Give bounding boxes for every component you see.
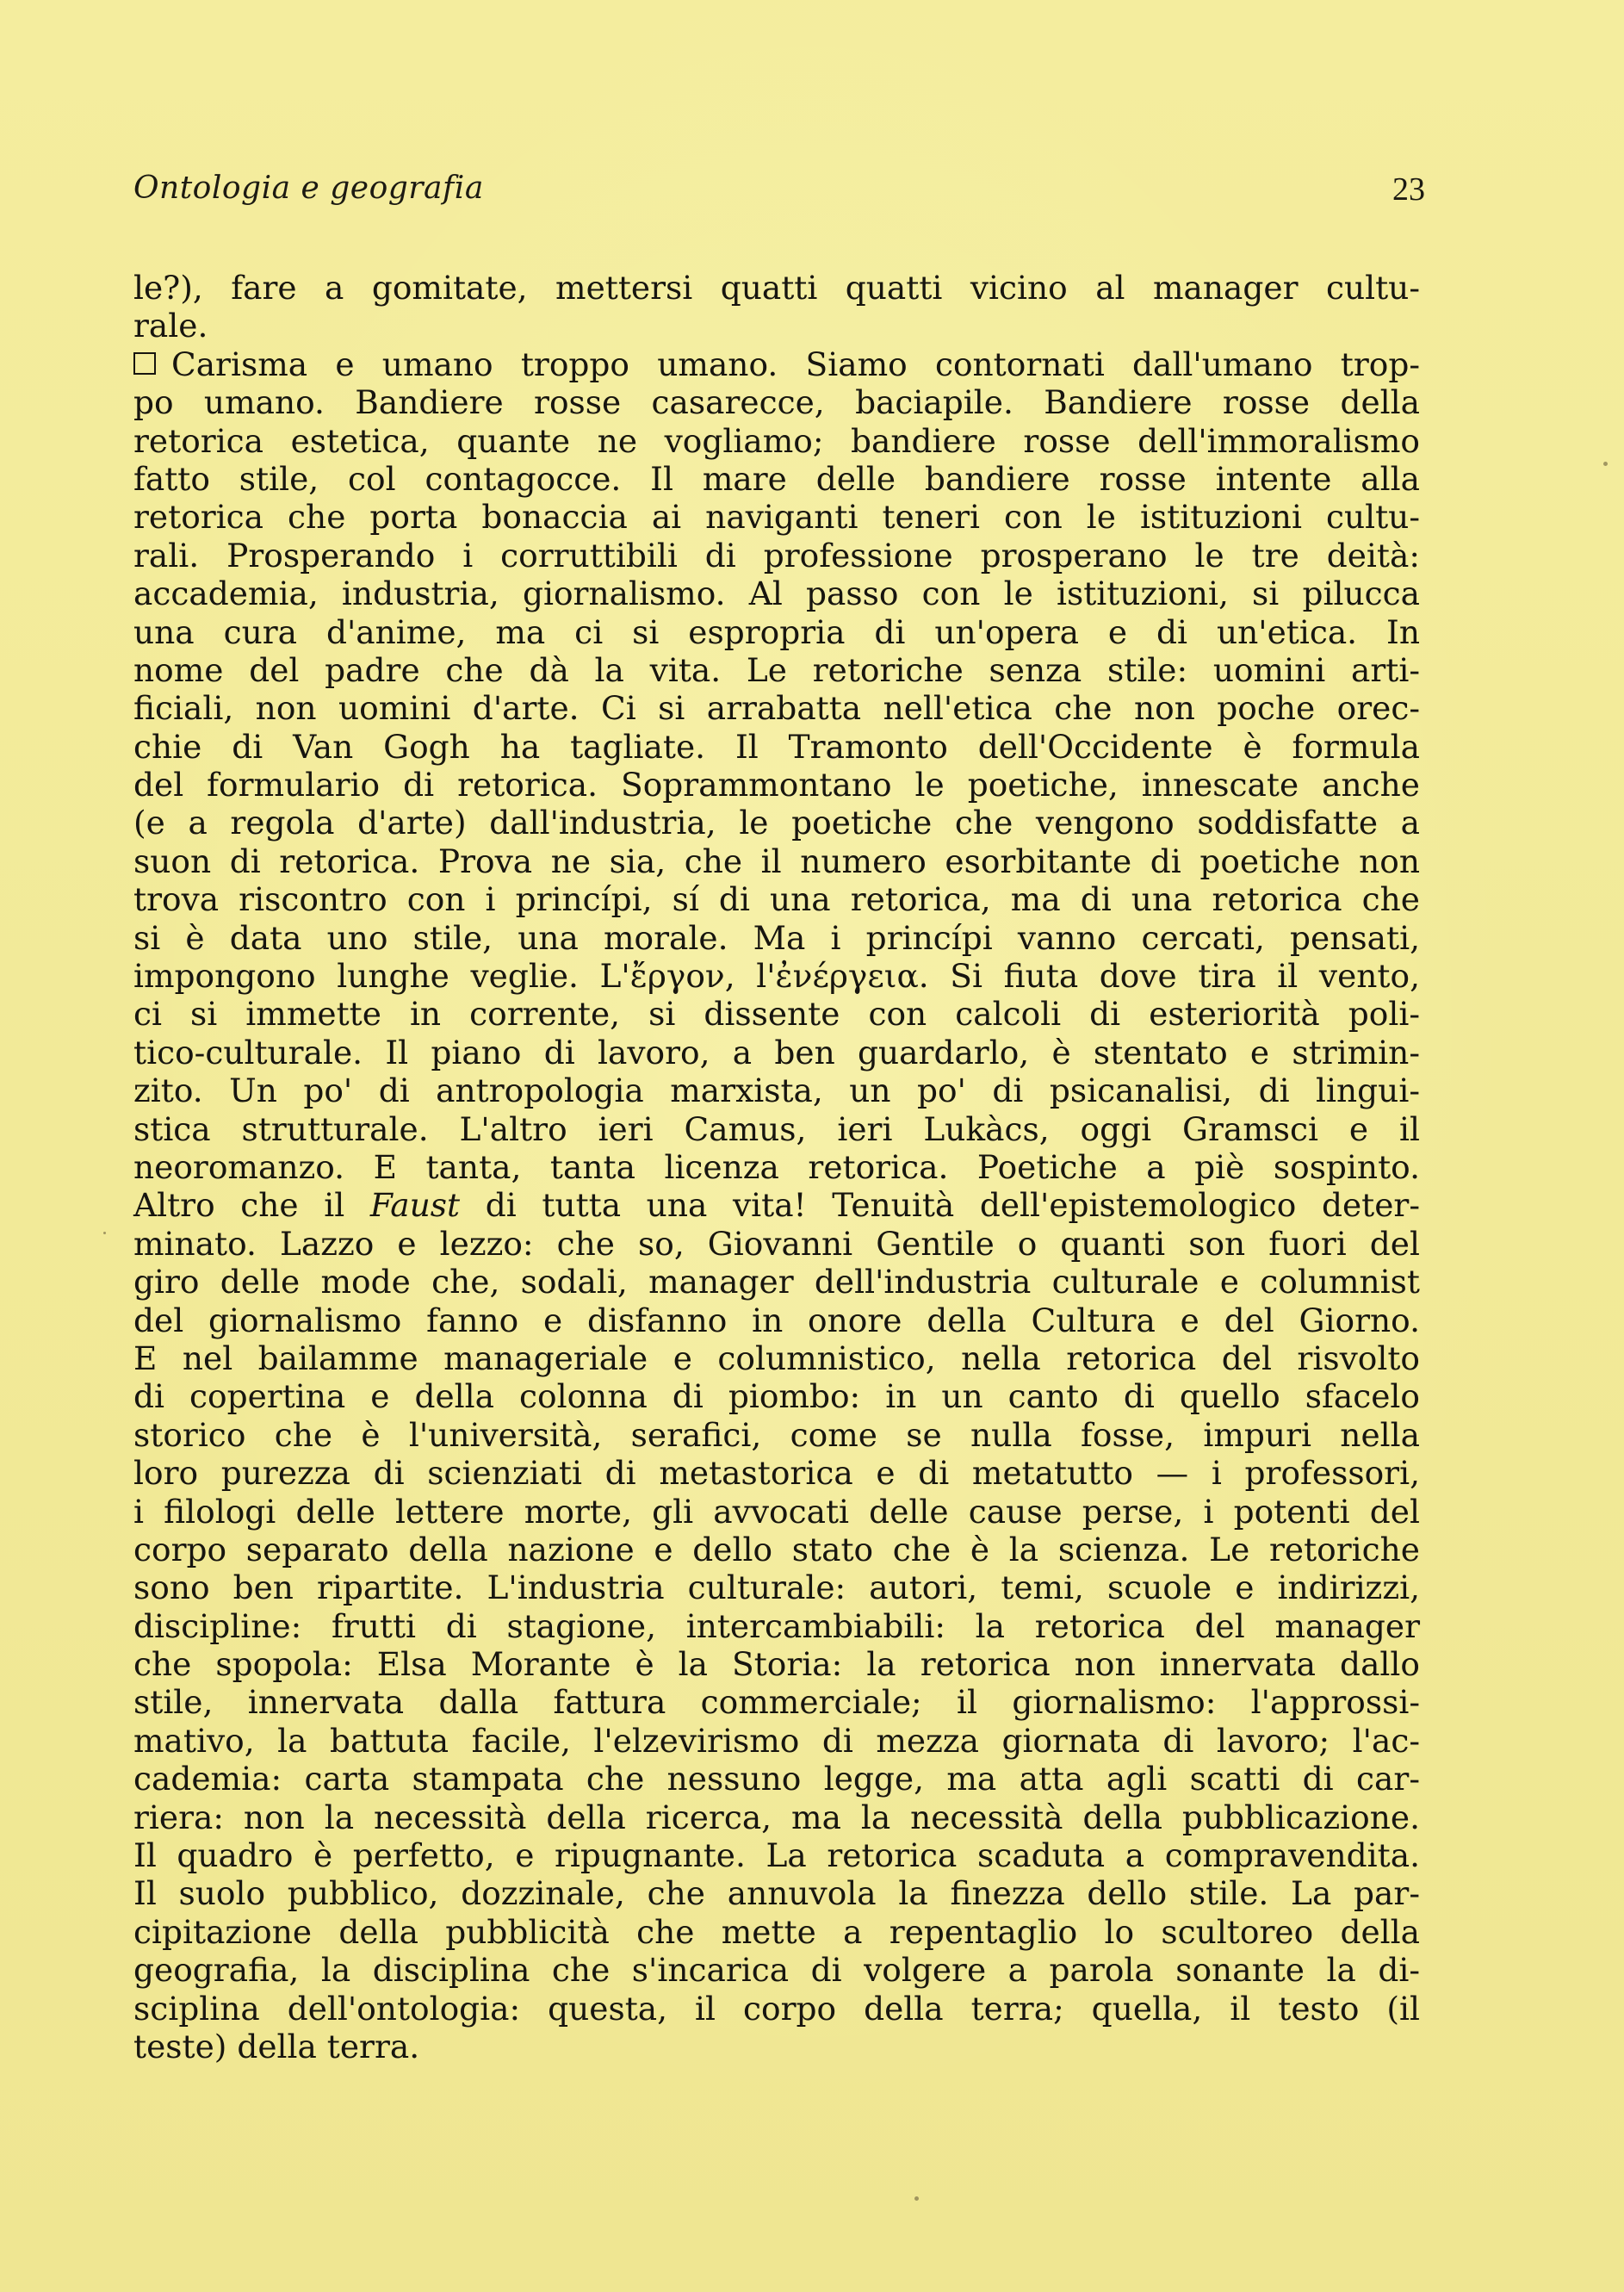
text-line: i filologi delle lettere morte, gli avvocati delle cause perse, i potenti del bbox=[133, 1492, 1420, 1531]
text-line-paragraph-start bbox=[133, 345, 1420, 383]
text-line: stile, innervata dalla fattura commerciale; il giornalismo: l'approssi- bbox=[133, 1683, 1420, 1722]
text-line: accademia, industria, giornalismo. Al passo con le istituzioni, si pilucca bbox=[133, 575, 1420, 613]
text-line: di copertina e della colonna di piombo: in un canto di quello sfacelo bbox=[133, 1377, 1420, 1416]
text-line: cademia: carta stampata che nessuno legge, ma atta agli scatti di car- bbox=[133, 1760, 1420, 1798]
text-line: che spopola: Elsa Morante è la Storia: la retorica non innervata dallo bbox=[133, 1645, 1420, 1684]
body-text bbox=[133, 269, 1420, 2065]
page-number: 23 bbox=[1392, 171, 1425, 208]
text-line: chie di Van Gogh ha tagliate. Il Tramonto dell'Occidente è formula bbox=[133, 727, 1420, 766]
paper-speck bbox=[103, 1232, 106, 1234]
running-head-title: Ontologia e geografia bbox=[133, 171, 484, 206]
text-line: tico-culturale. Il piano di lavoro, a ben guardarlo, è stentato e strimin- bbox=[133, 1033, 1420, 1071]
text-line: loro purezza di scienziati di metastorica e di metatutto — i professori, bbox=[133, 1454, 1420, 1493]
text-line: mativo, la battuta facile, l'elzevirismo di mezza giornata di lavoro; l'ac- bbox=[133, 1721, 1420, 1760]
text-line: retorica estetica, quante ne vogliamo; bandiere rosse dell'immoralismo bbox=[133, 421, 1420, 460]
text-line: Il suolo pubblico, dozzinale, che annuvola la finezza dello stile. La par- bbox=[133, 1874, 1420, 1913]
text-line: Altro che il Faust di tutta una vita! Tenuità dell'epistemologico deter- bbox=[133, 1186, 1420, 1225]
text-line: ci si immette in corrente, si dissente con calcoli di esteriorità poli- bbox=[133, 995, 1420, 1034]
text-line: suon di retorica. Prova ne sia, che il numero esorbitante di poetiche non bbox=[133, 842, 1420, 880]
text-line: discipline: frutti di stagione, intercambiabili: la retorica del manager bbox=[133, 1606, 1420, 1645]
italic-title: Faust bbox=[369, 1186, 461, 1225]
text-line: sono ben ripartite. L'industria culturale: autori, temi, scuole e indirizzi, bbox=[133, 1568, 1420, 1607]
text-line: ficiali, non uomini d'arte. Ci si arrabatta nell'etica che non poche orec- bbox=[133, 689, 1420, 728]
text-line: rali. Prosperando i corruttibili di professione prosperano le tre deità: bbox=[133, 536, 1420, 575]
running-head bbox=[133, 171, 1425, 222]
text-line: si è data uno stile, una morale. Ma i princípi vanno cercati, pensati, bbox=[133, 918, 1420, 957]
text-line: rale. bbox=[133, 307, 208, 345]
text-line: zito. Un po' di antropologia marxista, un po' di psicanalisi, di lingui- bbox=[133, 1071, 1420, 1110]
text-line: giro delle mode che, sodali, manager dell'industria culturale e columnist bbox=[133, 1263, 1420, 1301]
text-line: una cura d'anime, ma ci si espropria di un'opera e di un'etica. In bbox=[133, 612, 1420, 651]
text-line: neoromanzo. E tanta, tanta licenza retorica. Poetiche a piè sospinto. bbox=[133, 1147, 1420, 1186]
text-line: Il quadro è perfetto, e ripugnante. La retorica scaduta a compravendita. bbox=[133, 1836, 1420, 1875]
text-line: impongono lunghe veglie. L'ἔργον, l'ἐνέργεια. Si fiuta dove tira il vento, bbox=[133, 957, 1420, 996]
text-line: po umano. Bandiere rosse casarecce, baciapile. Bandiere rosse della bbox=[133, 383, 1420, 422]
paper-speck bbox=[1603, 462, 1608, 466]
text-line: minato. Lazzo e lezzo: che so, Giovanni Gentile o quanti son fuori del bbox=[133, 1224, 1420, 1263]
paper-speck bbox=[914, 2196, 919, 2201]
text-line: riera: non la necessità della ricerca, ma la necessità della pubblicazione. bbox=[133, 1798, 1420, 1836]
text-line: E nel bailamme manageriale e columnistico, nella retorica del risvolto bbox=[133, 1339, 1420, 1377]
text-line: retorica che porta bonaccia ai naviganti teneri con le istituzioni cultu- bbox=[133, 498, 1420, 537]
text-line: storico che è l'università, serafici, come se nulla fosse, impuri nella bbox=[133, 1415, 1420, 1454]
text-line: fatto stile, col contagocce. Il mare delle bandiere rosse intente alla bbox=[133, 459, 1420, 498]
text-line: le?), fare a gomitate, mettersi quatti quatti vicino al manager cultu- bbox=[133, 269, 1420, 307]
text-line: cipitazione della pubblicità che mette a repentaglio lo scultoreo della bbox=[133, 1912, 1420, 1951]
text-line: stica strutturale. L'altro ieri Camus, ieri Lukàcs, oggi Gramsci e il bbox=[133, 1109, 1420, 1148]
square-box-icon bbox=[133, 352, 156, 375]
text-line-content: Carisma e umano troppo umano. Siamo contornati dall'umano trop- bbox=[171, 345, 1420, 383]
text-line: del formulario di retorica. Soprammontano le poetiche, innescate anche bbox=[133, 766, 1420, 804]
text-line: (e a regola d'arte) dall'industria, le poetiche che vengono soddisfatte a bbox=[133, 804, 1420, 842]
text-line: geografia, la disciplina che s'incarica di volgere a parola sonante la di- bbox=[133, 1951, 1420, 1990]
text-line: del giornalismo fanno e disfanno in onore della Cultura e del Giorno. bbox=[133, 1301, 1420, 1339]
text-line: nome del padre che dà la vita. Le retoriche senza stile: uomini arti- bbox=[133, 650, 1420, 689]
text-line: teste) della terra. bbox=[133, 2027, 420, 2065]
text-line: trova riscontro con i princípi, sí di una retorica, ma di una retorica che bbox=[133, 880, 1420, 919]
text-line: corpo separato della nazione e dello stato che è la scienza. Le retoriche bbox=[133, 1530, 1420, 1568]
text-line: sciplina dell'ontologia: questa, il corpo della terra; quella, il testo (il bbox=[133, 1989, 1420, 2028]
